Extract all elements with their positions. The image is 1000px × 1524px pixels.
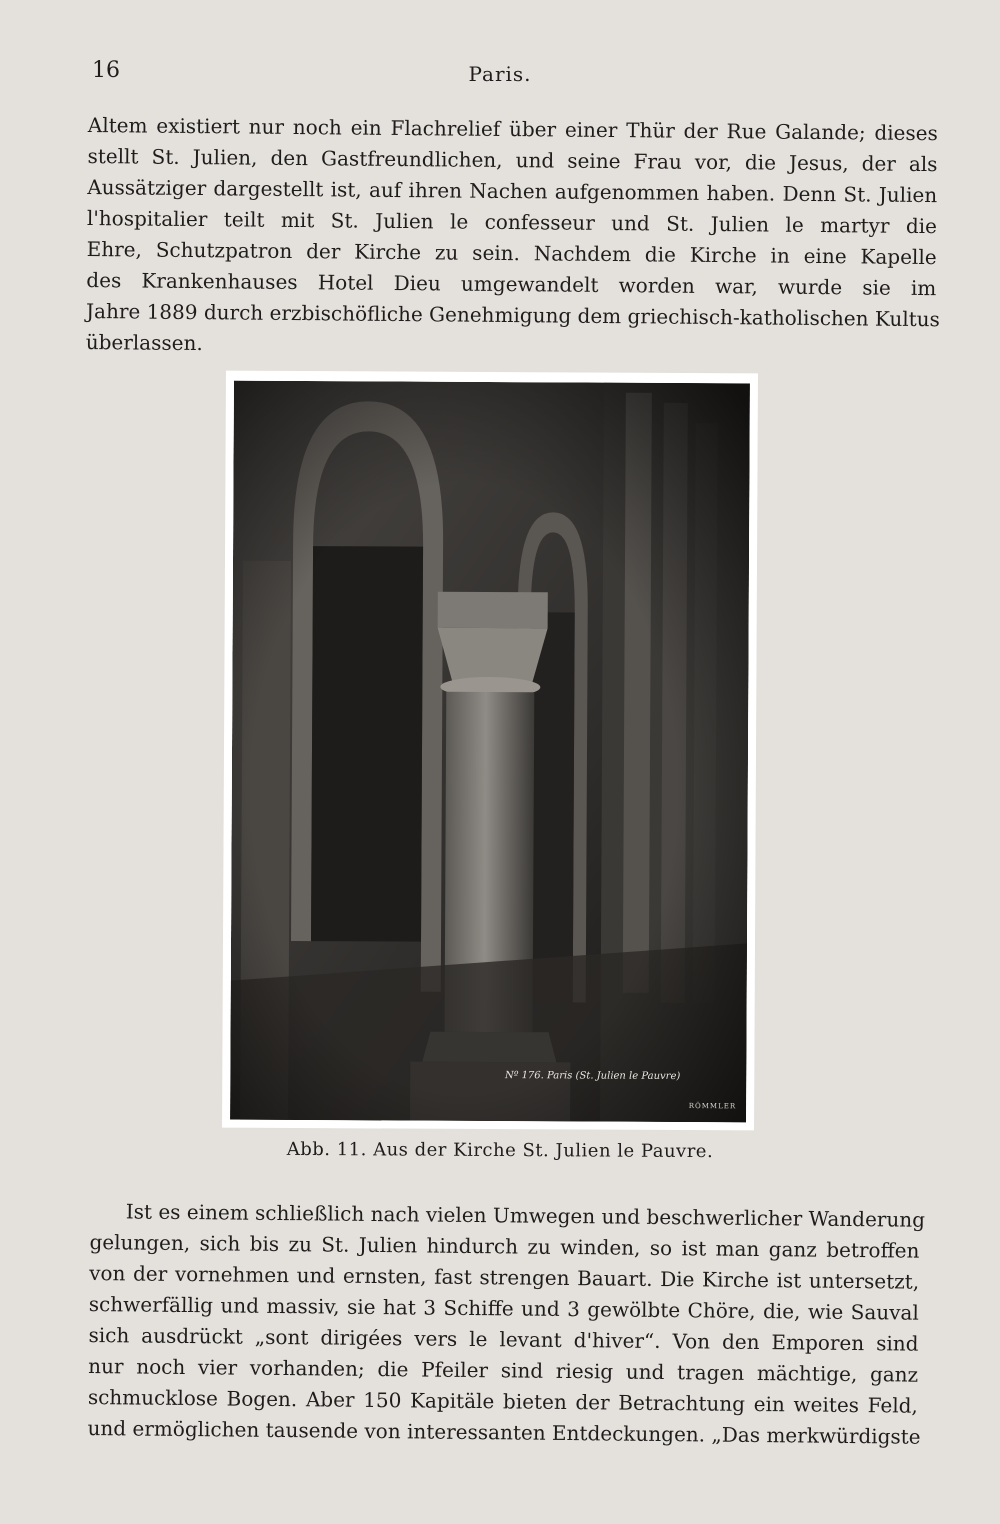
figure-caption: Abb. 11. Aus der Kirche St. Julien le Pauvre.: [286, 1138, 714, 1163]
figure-plate: [222, 371, 758, 1131]
text-line: Ehre, Schutzpatron der Kirche zu sein. Nachdem die Kirche in eine Kapelle: [86, 236, 937, 270]
church-interior-photo: [230, 381, 750, 1123]
paragraph-1: [85, 110, 941, 366]
text-line: sich ausdrückt „sont dirigées vers le levant d'hiver“. Von den Emporen sind: [88, 1322, 919, 1356]
page-number: 16: [92, 58, 120, 83]
photo-plate-label: Nº 176. Paris (St. Julien le Pauvre): [504, 1070, 681, 1083]
running-title: Paris.: [468, 62, 532, 86]
text-line: Altem existiert nur noch ein Flachrelief über einer Thür der Rue Galande; dieses: [87, 112, 938, 146]
photographer-credit: RÖMMLER: [688, 1102, 737, 1111]
text-line: gelungen, sich bis zu St. Julien hindurch zu winden, so ist man ganz betroffen: [89, 1229, 920, 1263]
text-line: des Krankenhauses Hotel Dieu umgewandelt worden war, wurde sie im: [86, 267, 937, 301]
church-interior-image: [230, 381, 750, 1123]
text-line: schwerfällig und massiv, sie hat 3 Schiffe und 3 gewölbte Chöre, die, wie Sauval: [88, 1291, 919, 1325]
text-line: überlassen.: [85, 329, 203, 356]
paragraph-2: [87, 1196, 926, 1453]
text-line: l'hospitalier teilt mit St. Julien le confesseur und St. Julien le martyr die: [86, 205, 938, 239]
text-line: und ermöglichen tausende von interessanten Entdeckungen. „Das merkwürdigste: [87, 1415, 921, 1449]
text-line: Aussätziger dargestellt ist, auf ihren Nachen aufgenommen haben. Denn St. Julien: [87, 174, 938, 208]
text-line: stellt St. Julien, den Gastfreundlichen, und seine Frau vor, die Jesus, der als: [87, 143, 938, 177]
text-line: Jahre 1889 durch erzbischöfliche Genehmigung dem griechisch-katholischen Kultus: [85, 298, 941, 332]
text-line: schmucklose Bogen. Aber 150 Kapitäle bieten der Betrachtung ein weites Feld,: [87, 1384, 918, 1418]
text-line: Ist es einem schließlich nach vielen Umwegen und beschwerlicher Wanderung: [125, 1199, 926, 1232]
text-line: von der vornehmen und ernsten, fast strengen Bauart. Die Kirche ist untersetzt,: [89, 1260, 920, 1294]
text-line: nur noch vier vorhanden; die Pfeiler sind riesig und tragen mächtige, ganz: [88, 1353, 919, 1387]
